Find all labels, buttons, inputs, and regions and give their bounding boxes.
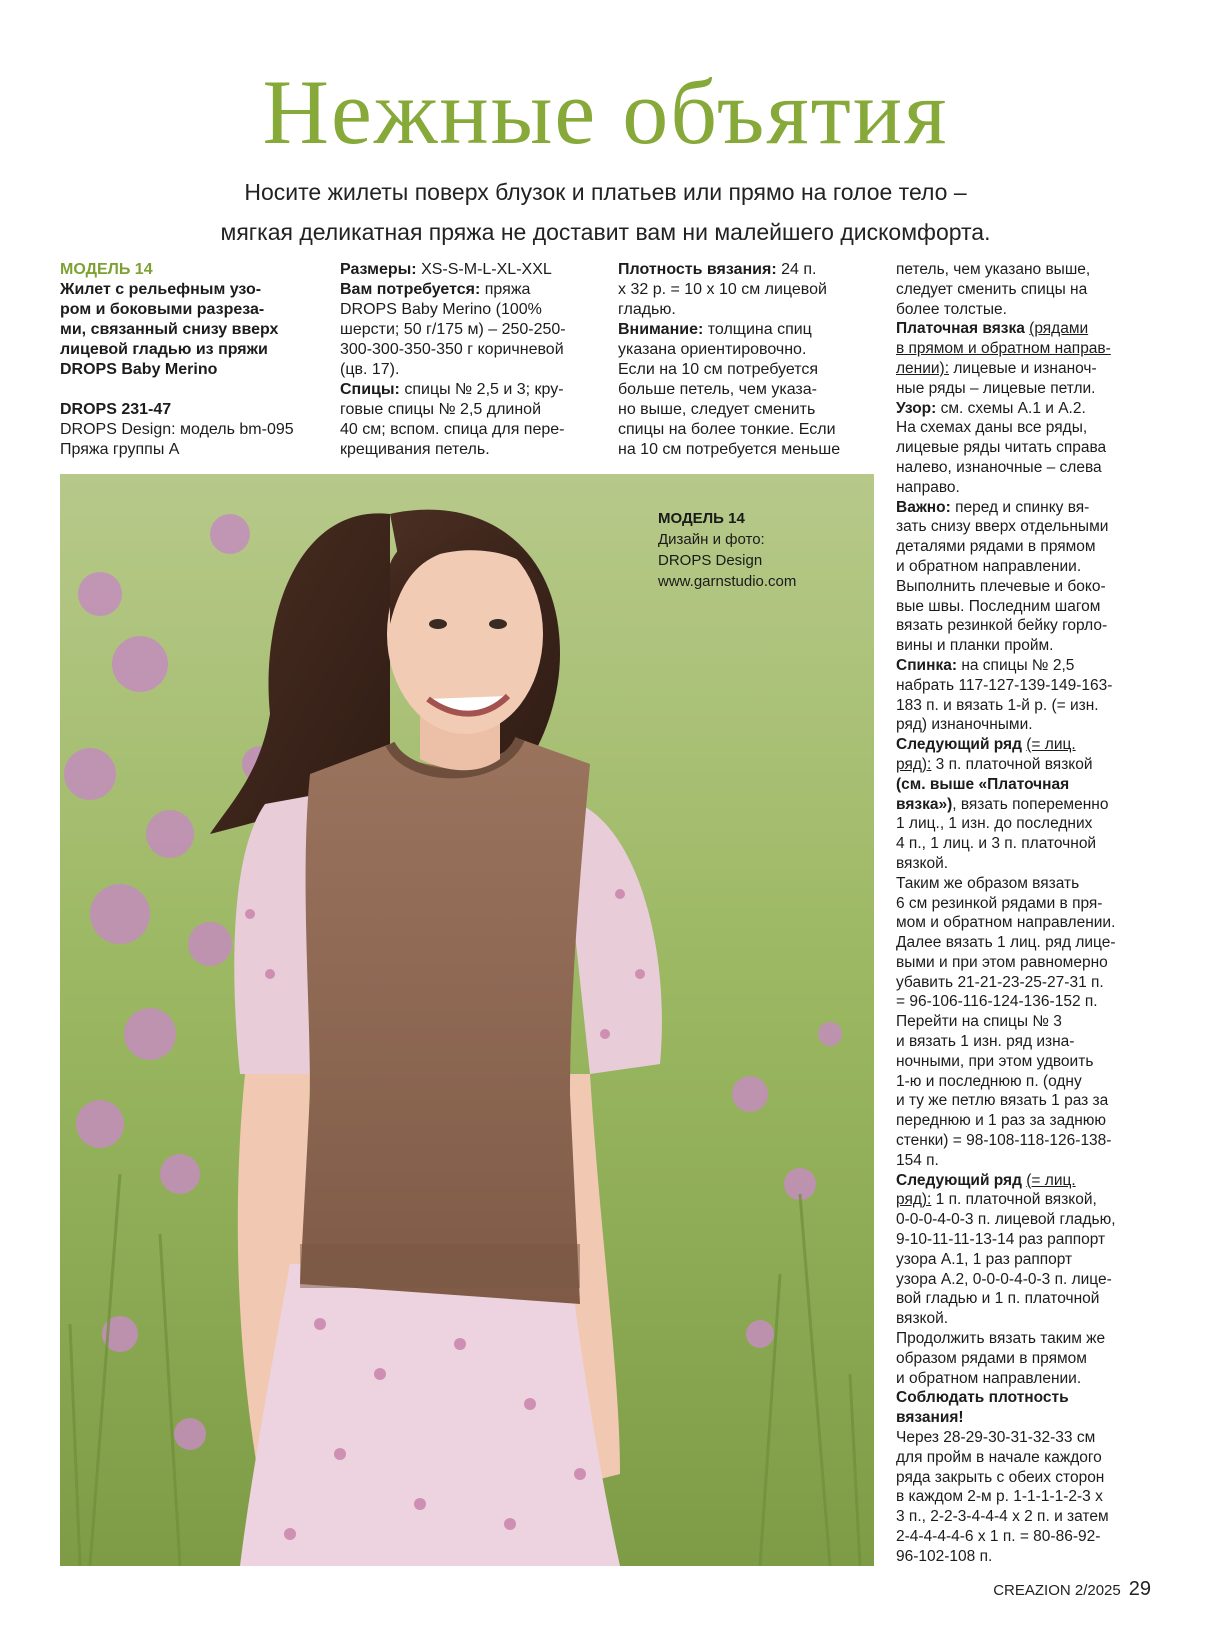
column-instructions: петель, чем указано выше, следует сменить спицы на более толстые. Платочная вязка (рядами в прямом и обратном направ- лении): лицевые и изнаноч- ные ряды – лицевые петли. Узор: см. схемы A.1 и A.2. На схемах даны все ряды, лицевые ряды читать справа налево, изнаночные – слева направо. Важно: перед и спинку вя- зать снизу вверх отдельными деталями рядами в прямом и обратном направлении. Выполнить плечевые и боко- вые швы. Последним шагом вязать резинкой бейку горло- вины и планки пройм. Спинка: на спицы № 2,5 набрать 117-127-139-149-163- 183 п. и вязать 1-й р. (= изн. ряд) изнаночными. Следующий ряд (= лиц. ряд): 3 п. платочной вязкой (см. выше «Платочная вязка»), вязать попеременно 1 лиц., 1 изн. до последних 4 п., 1 лиц. и 3 п. платочной вязкой. Таким же образом вязать 6 см резинкой рядами в пря- мом и обратном направлении. Далее вязать 1 лиц. ряд лице- выми и при этом равномерно убавить 21-21-23-25-27-31 п. = 96-106-116-124-136-152 п. Перейти на спицы № 3 и вязать 1 изн. ряд изна- ночными, при этом удвоить 1-ю и последнюю п. (одну и ту же петлю вязать 1 раз за переднюю и 1 раз за заднюю стенки) = 98-108-118-126-138- 154 п. Следующий ряд (= лиц. ряд): 1 п. платочной вязкой, 0-0-0-4-0-3 п. лицевой гладью, 9-10-11-11-13-14 раз раппорт узора A.1, 1 раз раппорт узора A.2, 0-0-0-4-0-3 п. лице- вой гладью и 1 п. платочной вязкой. Продолжить вязать таким же образом рядами в прямом и обратном направлении. Соблюдать плотность вязания! Через 28-29-30-31-32-33 см для пройм в начале каждого ряда закрыть с обеих сторон в каждом 2-м р. 1-1-1-1-2-3 х 3 п., 2-2-3-4-4-4 х 2 п. и затем 2-4-4-4-4-6 х 1 п. = 80-86-92- 96-102-108 п.: [896, 260, 1166, 1567]
column-materials: [340, 260, 605, 460]
pattern-note: Узор: см. схемы A.1 и A.2. На схемах даны все ряды, лицевые ряды читать справа налево, изнаночные – слева направо.: [896, 399, 1107, 496]
caption-brand: DROPS Design: [658, 552, 763, 569]
model-description: Жилет с рельефным узо- ром и боковыми разреза- ми, связанный снизу вверх лицевой гладью из пряжи DROPS Baby Merino: [60, 281, 279, 378]
density: Плотность вязания: 24 п. х 32 р. = 10 х 10 см лицевой гладью.: [618, 261, 827, 318]
materials: Вам потребуется: пряжа DROPS Baby Merino (100% шерсти; 50 г/175 м) – 250-250- 300-300-350-350 г коричневой (цв. 17).: [340, 281, 566, 378]
next-row-2-section: Следующий ряд (= лиц. ряд): 1 п. платочной вязкой, 0-0-0-4-0-3 п. лицевой гладью, 9-10-11-11-13-14 раз раппорт узора A.1, 1 раз раппорт узора A.2, 0-0-0-4-0-3 п. лице- вой гладью и 1 п. платочной вязкой. Продолжить вязать таким же образом рядами в прямом и обратном направлении.: [896, 1171, 1116, 1387]
page-number: 29: [1128, 1578, 1151, 1600]
page-footer: [993, 1578, 1151, 1601]
keep-density-note: Соблюдать плотность вязания!: [896, 1389, 1069, 1427]
magazine-issue: CREAZION 2/2025: [993, 1582, 1121, 1599]
next-row-section: Следующий ряд (= лиц. ряд): 3 п. платочной вязкой (см. выше «Платочная вязка»), вязать попеременно 1 лиц., 1 изн. до последних 4 п., 1 лиц. и 3 п. платочной вязкой. Таким же образом вязать 6 см резинкой рядами в пря- мом и обратном направлении. Далее вязать 1 лиц. ряд лице- выми и при этом равномерно убавить 21-21-23-25-27-31 п. = 96-106-116-124-136-152 п. Перейти на спицы № 3 и вязать 1 изн. ряд изна- ночными, при этом удвоить 1-ю и последнюю п. (одну и ту же петлю вязать 1 раз за переднюю и 1 раз за заднюю стенки) = 98-108-118-126-138- 154 п.: [896, 736, 1116, 1169]
column-intro: [60, 260, 325, 460]
subtitle: [0, 172, 1211, 252]
page-title: Нежные объятия: [262, 61, 949, 163]
sizes: Размеры: XS-S-M-L-XL-XXL: [340, 261, 552, 278]
yarn-group: Пряжа группы A: [60, 441, 180, 458]
back-section: Спинка: на спицы № 2,5 набрать 117-127-139-149-163- 183 п. и вязать 1-й р. (= изн. ряд) изнаночными.: [896, 656, 1113, 734]
model-code: DROPS 231-47: [60, 401, 172, 418]
photo-caption: [658, 508, 796, 592]
armhole-section: Через 28-29-30-31-32-33 см для пройм в начале каждого ряда закрыть с обеих сторон в каждом 2-м р. 1-1-1-1-2-3 х 3 п., 2-2-3-4-4-4 х 2 п. и затем 2-4-4-4-4-6 х 1 п. = 80-86-92- 96-102-108 п.: [896, 1429, 1109, 1565]
garter-stitch: Платочная вязка (рядами в прямом и обратном направ- лении): лицевые и изнаноч- ные ряды – лицевые петли.: [896, 320, 1111, 397]
column-density: [618, 260, 883, 460]
design-credit: DROPS Design: модель bm-095: [60, 421, 294, 438]
subtitle-line: мягкая деликатная пряжа не доставит вам ни малейшего дискомфорта.: [220, 219, 991, 245]
caption-url: www.garnstudio.com: [658, 573, 797, 590]
subtitle-line: Носите жилеты поверх блузок и платьев или прямо на голое тело –: [244, 179, 967, 205]
important-note: Важно: перед и спинку вя- зать снизу вверх отдельными деталями рядами в прямом и обратном направлении. Выполнить плечевые и боко- вые швы. Последним шагом вязать резинкой бейку горло- вины и планки пройм.: [896, 498, 1109, 655]
needles: Спицы: спицы № 2,5 и 3; кру- говые спицы № 2,5 длиной 40 см; вспом. спица для пере- крещивания петель.: [340, 381, 565, 458]
attention-note: Внимание: толщина спиц указана ориентировочно. Если на 10 см потребуется больше петель, чем указа- но выше, следует сменить спицы на более тонкие. Если на 10 см потребуется меньше: [618, 321, 841, 458]
model-label: МОДЕЛЬ 14: [60, 261, 153, 278]
model-photo: [60, 474, 874, 1566]
caption-model: МОДЕЛЬ 14: [658, 510, 745, 527]
caption-credit: Дизайн и фото:: [658, 531, 765, 548]
